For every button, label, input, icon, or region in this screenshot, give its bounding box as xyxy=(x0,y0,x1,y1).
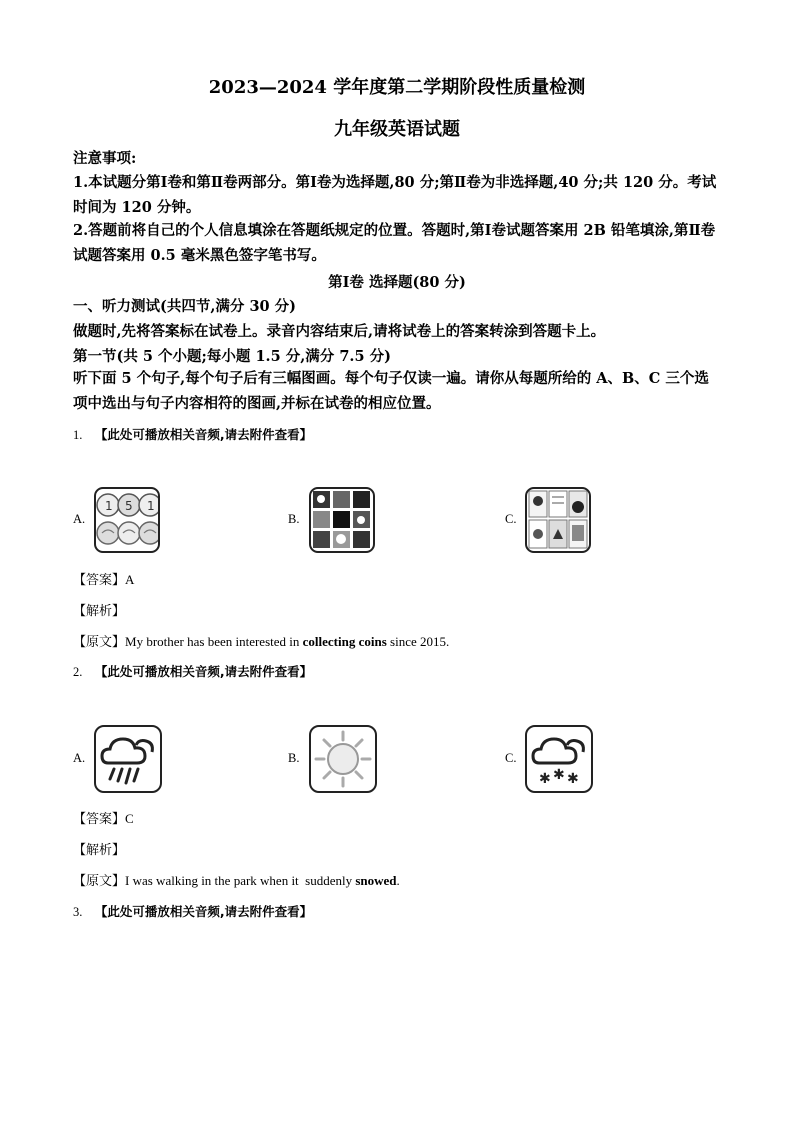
source-label: 【原文】 xyxy=(73,874,126,889)
volume-title: 第Ⅰ卷 选择题(80 分) xyxy=(328,274,466,291)
option-label-c[interactable]: C. xyxy=(505,751,517,765)
source-keyword: collecting coins xyxy=(302,634,387,649)
audio-note[interactable]: 【此处可播放相关音频,请去附件查看】 xyxy=(94,427,313,442)
question-1 xyxy=(73,425,312,443)
svg-text:1: 1 xyxy=(147,499,155,513)
source-line-2 xyxy=(73,870,400,889)
answer-line-2 xyxy=(73,808,134,827)
analysis-label-1: 【解析】 xyxy=(73,604,126,619)
answer-value: A xyxy=(125,572,135,587)
source-tail: . xyxy=(396,873,400,888)
source-tail: since 2015. xyxy=(386,634,450,649)
audio-note[interactable]: 【此处可播放相关音频,请去附件查看】 xyxy=(94,664,313,679)
option-label-b[interactable]: B. xyxy=(288,512,300,526)
svg-text:✱: ✱ xyxy=(567,771,579,787)
notice-item-1: 1.本试题分第Ⅰ卷和第Ⅱ卷两部分。第Ⅰ卷为选择题,80 分;第Ⅱ卷为非选择题,40 分;共 120 分。考试时间为 120 分钟。 xyxy=(73,174,717,216)
svg-text:1: 1 xyxy=(105,499,113,513)
snow-icon[interactable] xyxy=(525,725,593,793)
part-instruction: 做题时,先将答案标在试卷上。录音内容结束后,请将试卷上的答案转涂到答题卡上。 xyxy=(73,323,606,340)
answer-line-1 xyxy=(73,569,134,588)
notice-item-2: 2.答题前将自己的个人信息填涂在答题纸规定的位置。答题时,第Ⅰ卷试题答案用 2B 铅笔填涂,第Ⅱ卷试题答案用 0.5 毫米黑色签字笔书写。 xyxy=(73,222,716,264)
question-number: 2. xyxy=(73,665,83,679)
page-title: 2023—2024 学年度第二学期阶段性质量检测 xyxy=(208,77,586,98)
subsection-instruction: 听下面 5 个句子,每个句子后有三幅图画。每个句子仅读一遍。请你从每题所给的 A、B、C 三个选项中选出与句子内容相符的图画,并标在试卷的相应位置。 xyxy=(73,370,709,412)
answer-value: C xyxy=(125,811,134,826)
subsection-title: 第一节(共 5 个小题;每小题 1.5 分,满分 7.5 分) xyxy=(73,348,391,365)
question-2 xyxy=(73,662,312,680)
question-number: 3. xyxy=(73,905,83,919)
stamps-picture[interactable] xyxy=(309,487,375,553)
option-label-a[interactable]: A. xyxy=(73,512,86,526)
coins-picture[interactable] xyxy=(94,487,160,553)
svg-text:5: 5 xyxy=(125,499,133,513)
answer-label: 【答案】 xyxy=(73,812,126,827)
option-label-c[interactable]: C. xyxy=(505,512,517,526)
source-label: 【原文】 xyxy=(73,635,126,650)
page-subtitle: 九年级英语试题 xyxy=(334,119,460,140)
option-label-a[interactable]: A. xyxy=(73,751,86,765)
question-3 xyxy=(73,902,312,920)
source-text: My brother has been interested in xyxy=(125,634,303,649)
question-number: 1. xyxy=(73,428,83,442)
posters-picture[interactable] xyxy=(525,487,591,553)
svg-text:✱: ✱ xyxy=(553,767,565,783)
sun-icon[interactable] xyxy=(309,725,377,793)
option-label-b[interactable]: B. xyxy=(288,751,300,765)
source-keyword: snowed xyxy=(355,873,397,888)
notice-heading: 注意事项: xyxy=(73,150,137,167)
rain-icon[interactable] xyxy=(94,725,162,793)
source-line-1 xyxy=(73,631,449,650)
source-text: I was walking in the park when it suddenly xyxy=(125,873,356,888)
part-title: 一、听力测试(共四节,满分 30 分) xyxy=(73,298,297,315)
analysis-label-2: 【解析】 xyxy=(73,843,126,858)
audio-note[interactable]: 【此处可播放相关音频,请去附件查看】 xyxy=(94,904,313,919)
svg-text:✱: ✱ xyxy=(539,771,551,787)
answer-label: 【答案】 xyxy=(73,573,126,588)
